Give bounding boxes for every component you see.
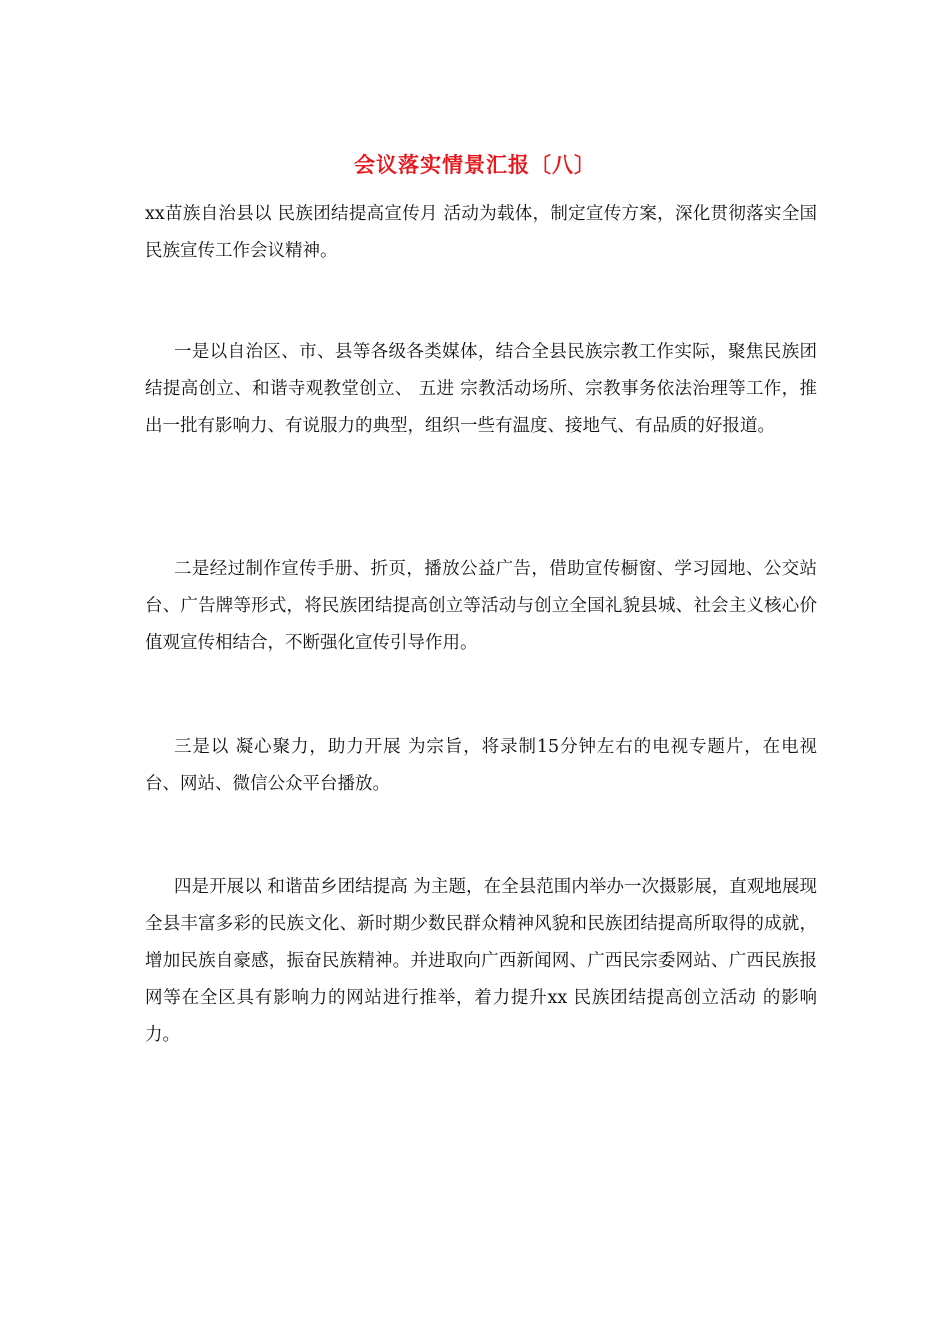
document-title: 会议落实情景汇报〔八〕 <box>354 152 596 177</box>
paragraph-intro: xx苗族自治县以 民族团结提高宣传月 活动为载体，制定宣传方案，深化贯彻落实全国民族宣传工作会议精神。 <box>145 204 817 261</box>
paragraph-one: 一是以自治区、市、县等各级各类媒体，结合全县民族宗教工作实际，聚焦民族团结提高创立、和谐寺观教堂创立、 五进 宗教活动场所、宗教事务依法治理等工作，推出一批有影响力、有说服力的典型，组织一些有温度、接地气、有品质的好报道。 <box>145 342 817 436</box>
paragraph-three: 三是以 凝心聚力，助力开展 为宗旨，将录制15分钟左右的电视专题片，在电视台、网站、微信公众平台播放。 <box>145 737 817 794</box>
paragraph-four: 四是开展以 和谐苗乡团结提高 为主题，在全县范围内举办一次摄影展，直观地展现全县丰富多彩的民族文化、新时期少数民群众精神风貌和民族团结提高所取得的成就，增加民族自豪感，振奋民族精神。并进取向广西新闻网、广西民宗委网站、广西民族报网等在全区具有影响力的网站进行推举，着力提升xx 民族团结提高创立活动 的影响力。 <box>145 877 817 1045</box>
paragraph-two: 二是经过制作宣传手册、折页，播放公益广告，借助宣传橱窗、学习园地、公交站台、广告牌等形式，将民族团结提高创立等活动与创立全国礼貌县城、社会主义核心价值观宣传相结合，不断强化宣传引导作用。 <box>145 559 817 653</box>
